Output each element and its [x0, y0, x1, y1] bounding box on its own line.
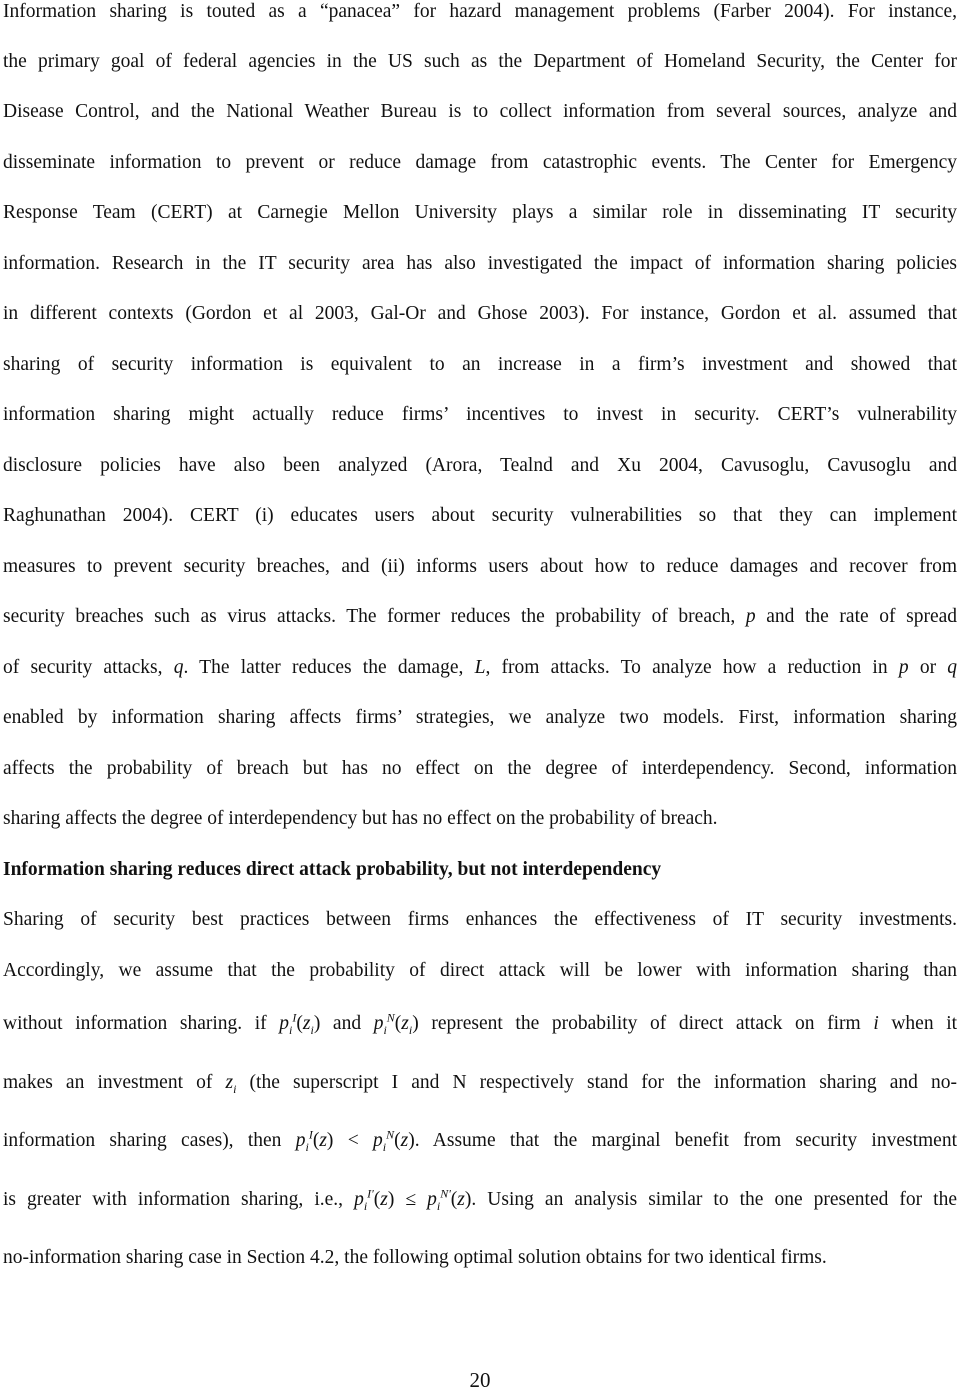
math-pI-zi: $p_i^I(z_i)$ [279, 1010, 321, 1037]
math-superscript: I [308, 1127, 313, 1142]
body-line [3, 1071, 957, 1095]
page-number: 20 [469, 1368, 491, 1392]
body-line [3, 1129, 957, 1153]
text-span: information sharing cases), then [3, 1130, 282, 1151]
body-line: Information sharing is touted as a “panacea” for hazard management problems (Farber 2004). For instance, [3, 1, 957, 22]
math-symbol: z [400, 1130, 409, 1151]
body-line: in different contexts (Gordon et al 2003, Gal-Or and Ghose 2003). For instance, Gordon et al. assumed that [3, 303, 957, 324]
body-line: measures to prevent security breaches, and (ii) informs users about how to reduce damages and recover from [3, 556, 957, 577]
math-zi [225, 1072, 237, 1096]
math-subscript: i [363, 1198, 368, 1213]
math-symbol: z [401, 1013, 409, 1034]
variable-p: p [898, 657, 909, 678]
math-symbol: z [319, 1130, 327, 1151]
body-line: sharing of security information is equivalent to an increase in a firm’s investment and showed that [3, 354, 957, 375]
math-subscript: i [383, 1022, 387, 1037]
body-line: disseminate information to prevent or reduce damage from catastrophic events. The Center for Emergency [3, 152, 957, 173]
section-heading: Information sharing reduces direct attack probability, but not interdependency [3, 859, 662, 880]
text-span: is greater with information sharing, i.e., [3, 1189, 344, 1210]
math-superscript: N [386, 1010, 395, 1025]
body-line [3, 1188, 957, 1212]
text-span: makes an investment of [3, 1072, 213, 1093]
math-subscript: i [310, 1022, 314, 1037]
math-symbol: z [457, 1189, 465, 1210]
math-symbol: p [279, 1013, 290, 1034]
math-operator: < [347, 1130, 359, 1151]
text-span: and [332, 1013, 362, 1034]
variable-i: i [873, 1013, 879, 1034]
body-line: Sharing of security best practices between firms enhances the effectiveness of IT security investments. [3, 909, 957, 930]
math-inequality: $p_i^I(z) < p_i^N(z)$ [295, 1127, 415, 1154]
variable-q: q [947, 657, 958, 678]
text-span: security breaches such as virus attacks. The former reduces the probability of breach, [3, 606, 736, 627]
math-symbol: z [302, 1013, 311, 1034]
math-symbol: p [295, 1130, 306, 1151]
math-inequality: $p_i^{I'}(z) \le p_i^{N'}(z)$ [354, 1186, 472, 1213]
text-span: . Assume that the marginal benefit from security investment [414, 1130, 958, 1151]
math-symbol: p [354, 1189, 364, 1210]
math-subscript: i [408, 1022, 413, 1037]
body-line: no-information sharing case in Section 4.2, the following optimal solution obtains for two identical firms. [3, 1247, 827, 1268]
text-span: of security attacks, [3, 657, 163, 678]
math-subscript: i [305, 1139, 309, 1154]
body-line: sharing affects the degree of interdependency but has no effect on the probability of breach. [3, 808, 718, 829]
variable-q: q [173, 657, 184, 678]
text-span: when it [891, 1013, 958, 1034]
body-line: Accordingly, we assume that the probability of direct attack will be lower with information sharing than [3, 960, 957, 981]
text-span: or [919, 657, 937, 678]
body-line: information. Research in the IT security area has also investigated the impact of information sharing policies [3, 253, 957, 274]
math-operator: ≤ [405, 1189, 417, 1210]
text-span: . The latter reduces the damage, [183, 657, 464, 678]
body-line: enabled by information sharing affects firms’ strategies, we analyze two models. First, information sharing [3, 707, 957, 728]
math-symbol: z [225, 1072, 234, 1093]
math-subscript: i [233, 1081, 237, 1096]
math-symbol: z [380, 1189, 388, 1210]
text-span: and the rate of spread [766, 606, 958, 627]
text-span: without information sharing. if [3, 1013, 267, 1034]
text-span: represent the probability of direct attack on firm [431, 1013, 861, 1034]
variable-L: L [474, 657, 486, 678]
text-span: , from attacks. To analyze how a reduction in [485, 657, 888, 678]
body-line: Response Team (CERT) at Carnegie Mellon University plays a similar role in disseminating IT security [3, 202, 957, 223]
text-span: (the superscript I and N respectively stand for the information sharing and no- [249, 1072, 957, 1093]
body-line: the primary goal of federal agencies in the US such as the Department of Homeland Security, the Center for [3, 51, 957, 72]
body-line [3, 1012, 957, 1036]
body-line: Raghunathan 2004). CERT (i) educates users about security vulnerabilities so that they can implement [3, 505, 957, 526]
math-superscript: N [386, 1127, 395, 1142]
math-superscript: I [292, 1010, 297, 1025]
body-line [3, 605, 957, 629]
math-subscript: i [436, 1198, 441, 1213]
math-superscript: I' [367, 1186, 374, 1201]
math-symbol: p [373, 1013, 384, 1034]
body-line: Disease Control, and the National Weather Bureau is to collect information from several sources, analyze and [3, 101, 957, 122]
math-subscript: i [382, 1139, 387, 1154]
math-superscript: N' [440, 1186, 451, 1201]
body-line: affects the probability of breach but has no effect on the degree of interdependency. Second, information [3, 758, 957, 779]
text-span: . Using an analysis similar to the one presented for the [471, 1189, 958, 1210]
body-line: information sharing might actually reduce firms’ incentives to invest in security. CERT’s vulnerability [3, 404, 957, 425]
body-line [3, 656, 957, 680]
math-symbol: p [373, 1130, 383, 1151]
body-line: disclosure policies have also been analyzed (Arora, Tealnd and Xu 2004, Cavusoglu, Cavusoglu and [3, 455, 957, 476]
variable-p: p [745, 606, 756, 627]
math-pN-zi: $p_i^N(z_i)$ [373, 1010, 419, 1037]
math-symbol: p [427, 1189, 437, 1210]
math-subscript: i [289, 1022, 293, 1037]
